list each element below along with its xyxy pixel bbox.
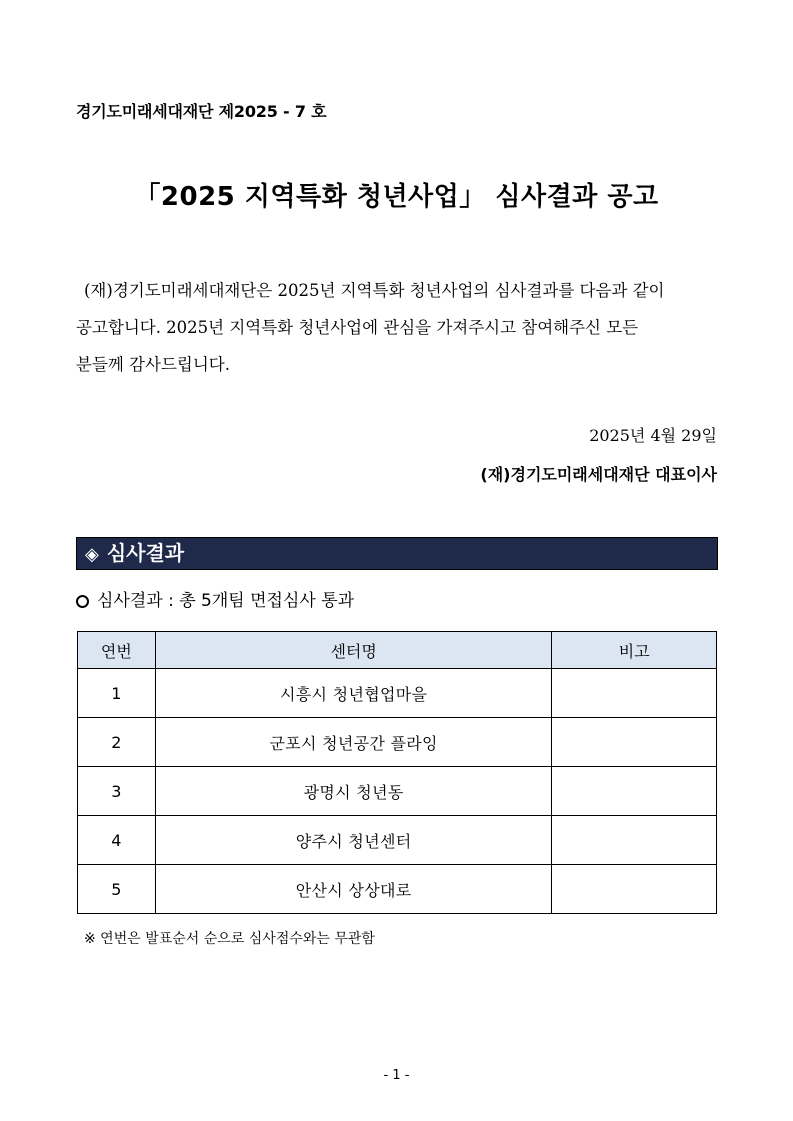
row-remarks (552, 669, 717, 718)
table-row (78, 865, 717, 914)
intro-line: (재)경기도미래세대재단은 2025년 지역특화 청년사업의 심사결과를 다음과 같이 (84, 281, 665, 300)
circle-bullet-icon (76, 595, 89, 608)
row-remarks (552, 816, 717, 865)
table-row (78, 669, 717, 718)
table-header-row (78, 632, 717, 669)
header-number: 연번 (78, 632, 156, 669)
row-remarks (552, 865, 717, 914)
header-remarks: 비고 (552, 632, 717, 669)
row-remarks (552, 718, 717, 767)
results-table (77, 631, 717, 914)
table-row (78, 718, 717, 767)
row-center-name: 시흥시 청년협업마을 (155, 669, 552, 718)
table-row (78, 767, 717, 816)
row-number: 3 (78, 767, 156, 816)
section-header-bar (76, 537, 718, 570)
section-title: 심사결과 (106, 541, 185, 565)
row-center-name: 양주시 청년센터 (155, 816, 552, 865)
result-summary (76, 586, 354, 611)
document-number: 경기도미래세대재단 제2025 - 7 호 (76, 102, 327, 121)
row-number: 5 (78, 865, 156, 914)
intro-line: 공고합니다. 2025년 지역특화 청년사업에 관심을 가져주시고 참여해주신 모든 (76, 318, 639, 337)
intro-paragraph (76, 272, 718, 383)
row-center-name: 안산시 상상대로 (155, 865, 552, 914)
announcement-date: 2025년 4월 29일 (589, 426, 717, 445)
row-number: 4 (78, 816, 156, 865)
page-number: - 1 - (383, 1068, 410, 1083)
row-number: 2 (78, 718, 156, 767)
issuer-signature: (재)경기도미래세대재단 대표이사 (480, 465, 717, 484)
row-remarks (552, 767, 717, 816)
intro-line: 분들께 감사드립니다. (76, 355, 230, 374)
header-center-name: 센터명 (155, 632, 552, 669)
row-number: 1 (78, 669, 156, 718)
row-center-name: 광명시 청년동 (155, 767, 552, 816)
table-row (78, 816, 717, 865)
footnote: ※ 연번은 발표순서 순으로 심사점수와는 무관함 (84, 931, 375, 947)
row-center-name: 군포시 청년공간 플라잉 (155, 718, 552, 767)
diamond-icon: ◈ (85, 544, 99, 565)
result-summary-text: 심사결과 : 총 5개팀 면접심사 통과 (97, 591, 355, 611)
page-title: 「2025 지역특화 청년사업」 심사결과 공고 (134, 182, 659, 212)
